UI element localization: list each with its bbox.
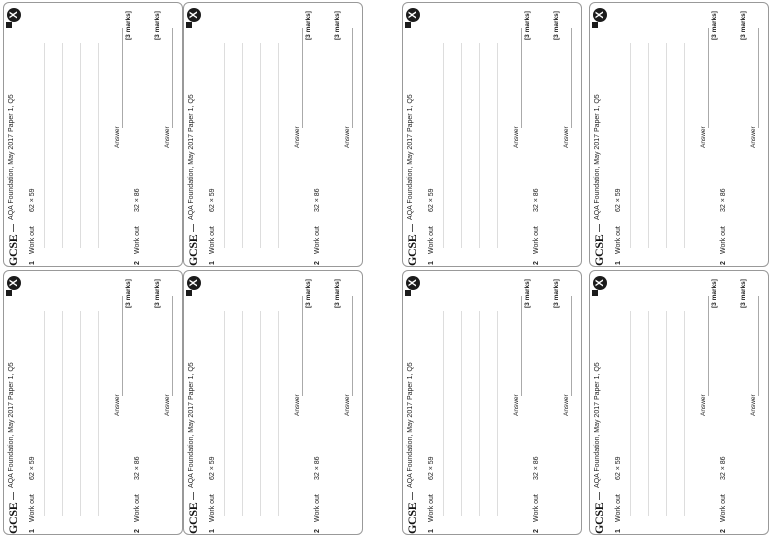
- working-line: [242, 43, 243, 248]
- working-line: [98, 311, 99, 516]
- x-logo-icon: X: [187, 8, 201, 22]
- logo-tab-icon: [6, 22, 12, 28]
- question-1-marks: [3 marks]: [305, 11, 312, 40]
- question-2-number: 2: [720, 261, 727, 265]
- working-line: [479, 43, 480, 248]
- question-1-marks: [3 marks]: [711, 11, 718, 40]
- logo-tab-icon: [6, 290, 12, 296]
- paper-title: AQA Foundation, May 2017 Paper 1, Q5: [407, 94, 414, 220]
- title-divider: [599, 224, 600, 232]
- question-1-answer-label: Answer: [513, 126, 520, 148]
- question-2-answer-label: Answer: [164, 126, 171, 148]
- question-1-expression: 62 × 59: [428, 188, 435, 212]
- x-logo-icon: X: [7, 8, 21, 22]
- question-1-expression: 62 × 59: [615, 456, 622, 480]
- paper-title: AQA Foundation, May 2017 Paper 1, Q5: [8, 362, 15, 488]
- card-content: [4, 271, 184, 536]
- question-1-label: Work out: [428, 494, 435, 522]
- question-2-label: Work out: [720, 494, 727, 522]
- question-2-answer-label: Answer: [164, 394, 171, 416]
- working-line: [666, 43, 667, 248]
- title-divider: [13, 224, 14, 232]
- question-2-answer-line[interactable]: [758, 28, 759, 128]
- question-2-marks: [3 marks]: [334, 279, 341, 308]
- logo-tab-icon: [405, 290, 411, 296]
- question-2-label: Work out: [134, 226, 141, 254]
- question-card: [402, 2, 582, 267]
- question-1-marks: [3 marks]: [305, 279, 312, 308]
- gcse-brand: GCSE: [186, 502, 200, 534]
- question-2-answer-line[interactable]: [172, 296, 173, 396]
- working-line: [461, 311, 462, 516]
- working-line: [44, 43, 45, 248]
- question-1-marks: [3 marks]: [711, 279, 718, 308]
- logo-tab-icon: [405, 22, 411, 28]
- question-2-number: 2: [533, 261, 540, 265]
- question-1-answer-line[interactable]: [708, 28, 709, 128]
- question-2-number: 2: [314, 529, 321, 533]
- question-2-marks: [3 marks]: [553, 11, 560, 40]
- question-1-label: Work out: [29, 226, 36, 254]
- title-divider: [412, 224, 413, 232]
- question-1-marks: [3 marks]: [125, 11, 132, 40]
- working-line: [648, 311, 649, 516]
- working-line: [666, 311, 667, 516]
- title-divider: [193, 224, 194, 232]
- question-2-expression: 32 × 86: [720, 188, 727, 212]
- working-line: [443, 311, 444, 516]
- paper-title: AQA Foundation, May 2017 Paper 1, Q5: [594, 362, 601, 488]
- question-2-answer-label: Answer: [563, 126, 570, 148]
- question-1-expression: 62 × 59: [428, 456, 435, 480]
- working-line: [224, 311, 225, 516]
- question-1-number: 1: [29, 529, 36, 533]
- question-2-label: Work out: [314, 494, 321, 522]
- question-2-answer-label: Answer: [750, 126, 757, 148]
- card-content: [403, 3, 583, 268]
- question-2-number: 2: [533, 529, 540, 533]
- gcse-brand: GCSE: [592, 502, 606, 534]
- question-1-answer-label: Answer: [513, 394, 520, 416]
- working-line: [461, 43, 462, 248]
- question-card: [589, 270, 769, 535]
- paper-title: AQA Foundation, May 2017 Paper 1, Q5: [594, 94, 601, 220]
- question-1-answer-line[interactable]: [302, 296, 303, 396]
- logo-tab-icon: [592, 290, 598, 296]
- question-1-expression: 62 × 59: [209, 456, 216, 480]
- paper-title: AQA Foundation, May 2017 Paper 1, Q5: [188, 94, 195, 220]
- question-2-marks: [3 marks]: [154, 11, 161, 40]
- question-2-number: 2: [314, 261, 321, 265]
- card-content: [590, 3, 770, 268]
- question-card: [183, 2, 363, 267]
- card-content: [403, 271, 583, 536]
- question-2-expression: 32 × 86: [533, 188, 540, 212]
- question-1-expression: 62 × 59: [209, 188, 216, 212]
- question-2-answer-label: Answer: [344, 126, 351, 148]
- question-1-label: Work out: [428, 226, 435, 254]
- working-line: [224, 43, 225, 248]
- question-1-number: 1: [428, 261, 435, 265]
- question-2-answer-line[interactable]: [758, 296, 759, 396]
- working-line: [260, 43, 261, 248]
- question-1-answer-line[interactable]: [708, 296, 709, 396]
- working-line: [479, 311, 480, 516]
- question-1-label: Work out: [29, 494, 36, 522]
- question-card: [183, 270, 363, 535]
- question-2-expression: 32 × 86: [720, 456, 727, 480]
- question-1-answer-label: Answer: [294, 126, 301, 148]
- question-1-label: Work out: [209, 494, 216, 522]
- question-2-label: Work out: [533, 226, 540, 254]
- paper-title: AQA Foundation, May 2017 Paper 1, Q5: [8, 94, 15, 220]
- x-logo-icon: X: [406, 8, 420, 22]
- x-logo-icon: X: [593, 8, 607, 22]
- question-1-answer-label: Answer: [114, 126, 121, 148]
- logo-tab-icon: [186, 22, 192, 28]
- question-card: [3, 270, 183, 535]
- working-line: [278, 43, 279, 248]
- question-1-expression: 62 × 59: [29, 188, 36, 212]
- title-divider: [193, 492, 194, 500]
- question-2-marks: [3 marks]: [740, 279, 747, 308]
- question-2-answer-label: Answer: [750, 394, 757, 416]
- x-logo-icon: X: [593, 276, 607, 290]
- question-2-number: 2: [134, 261, 141, 265]
- working-line: [98, 43, 99, 248]
- question-card: [589, 2, 769, 267]
- x-logo-icon: X: [187, 276, 201, 290]
- question-1-label: Work out: [615, 226, 622, 254]
- question-2-label: Work out: [134, 494, 141, 522]
- question-1-answer-line[interactable]: [521, 296, 522, 396]
- card-content: [590, 271, 770, 536]
- working-line: [648, 43, 649, 248]
- card-content: [4, 3, 184, 268]
- working-line: [62, 311, 63, 516]
- question-2-label: Work out: [533, 494, 540, 522]
- question-1-answer-line[interactable]: [122, 28, 123, 128]
- question-2-number: 2: [134, 529, 141, 533]
- question-1-answer-line[interactable]: [302, 28, 303, 128]
- x-logo-icon: X: [7, 276, 21, 290]
- question-1-answer-label: Answer: [114, 394, 121, 416]
- title-divider: [13, 492, 14, 500]
- gcse-brand: GCSE: [186, 234, 200, 266]
- working-line: [443, 43, 444, 248]
- working-line: [44, 311, 45, 516]
- question-1-answer-label: Answer: [700, 394, 707, 416]
- working-line: [80, 43, 81, 248]
- logo-tab-icon: [592, 22, 598, 28]
- working-line: [497, 311, 498, 516]
- question-2-answer-line[interactable]: [571, 296, 572, 396]
- question-1-expression: 62 × 59: [615, 188, 622, 212]
- question-1-label: Work out: [615, 494, 622, 522]
- card-content: [184, 271, 364, 536]
- working-line: [260, 311, 261, 516]
- question-2-expression: 32 × 86: [314, 456, 321, 480]
- question-1-marks: [3 marks]: [125, 279, 132, 308]
- question-2-expression: 32 × 86: [533, 456, 540, 480]
- question-2-answer-line[interactable]: [571, 28, 572, 128]
- paper-title: AQA Foundation, May 2017 Paper 1, Q5: [407, 362, 414, 488]
- working-line: [630, 43, 631, 248]
- question-2-label: Work out: [720, 226, 727, 254]
- question-1-marks: [3 marks]: [524, 11, 531, 40]
- question-1-number: 1: [29, 261, 36, 265]
- gcse-brand: GCSE: [6, 234, 20, 266]
- question-2-answer-line[interactable]: [352, 28, 353, 128]
- question-1-answer-line[interactable]: [521, 28, 522, 128]
- question-2-number: 2: [720, 529, 727, 533]
- question-2-expression: 32 × 86: [314, 188, 321, 212]
- title-divider: [599, 492, 600, 500]
- question-card: [3, 2, 183, 267]
- paper-title: AQA Foundation, May 2017 Paper 1, Q5: [188, 362, 195, 488]
- working-line: [278, 311, 279, 516]
- working-line: [62, 43, 63, 248]
- question-2-marks: [3 marks]: [553, 279, 560, 308]
- question-2-marks: [3 marks]: [740, 11, 747, 40]
- working-line: [80, 311, 81, 516]
- question-1-number: 1: [209, 261, 216, 265]
- question-2-marks: [3 marks]: [154, 279, 161, 308]
- question-1-label: Work out: [209, 226, 216, 254]
- question-2-marks: [3 marks]: [334, 11, 341, 40]
- question-2-answer-line[interactable]: [352, 296, 353, 396]
- question-card: [402, 270, 582, 535]
- question-1-marks: [3 marks]: [524, 279, 531, 308]
- working-line: [630, 311, 631, 516]
- card-content: [184, 3, 364, 268]
- gcse-brand: GCSE: [405, 502, 419, 534]
- question-1-answer-label: Answer: [700, 126, 707, 148]
- working-line: [242, 311, 243, 516]
- question-2-label: Work out: [314, 226, 321, 254]
- question-2-answer-label: Answer: [344, 394, 351, 416]
- question-1-number: 1: [209, 529, 216, 533]
- question-1-number: 1: [615, 529, 622, 533]
- question-2-answer-line[interactable]: [172, 28, 173, 128]
- question-2-expression: 32 × 86: [134, 456, 141, 480]
- working-line: [684, 311, 685, 516]
- question-1-answer-line[interactable]: [122, 296, 123, 396]
- question-1-expression: 62 × 59: [29, 456, 36, 480]
- working-line: [497, 43, 498, 248]
- question-2-answer-label: Answer: [563, 394, 570, 416]
- question-1-answer-label: Answer: [294, 394, 301, 416]
- x-logo-icon: X: [406, 276, 420, 290]
- gcse-brand: GCSE: [405, 234, 419, 266]
- working-line: [684, 43, 685, 248]
- gcse-brand: GCSE: [6, 502, 20, 534]
- question-2-expression: 32 × 86: [134, 188, 141, 212]
- question-1-number: 1: [428, 529, 435, 533]
- title-divider: [412, 492, 413, 500]
- gcse-brand: GCSE: [592, 234, 606, 266]
- logo-tab-icon: [186, 290, 192, 296]
- question-1-number: 1: [615, 261, 622, 265]
